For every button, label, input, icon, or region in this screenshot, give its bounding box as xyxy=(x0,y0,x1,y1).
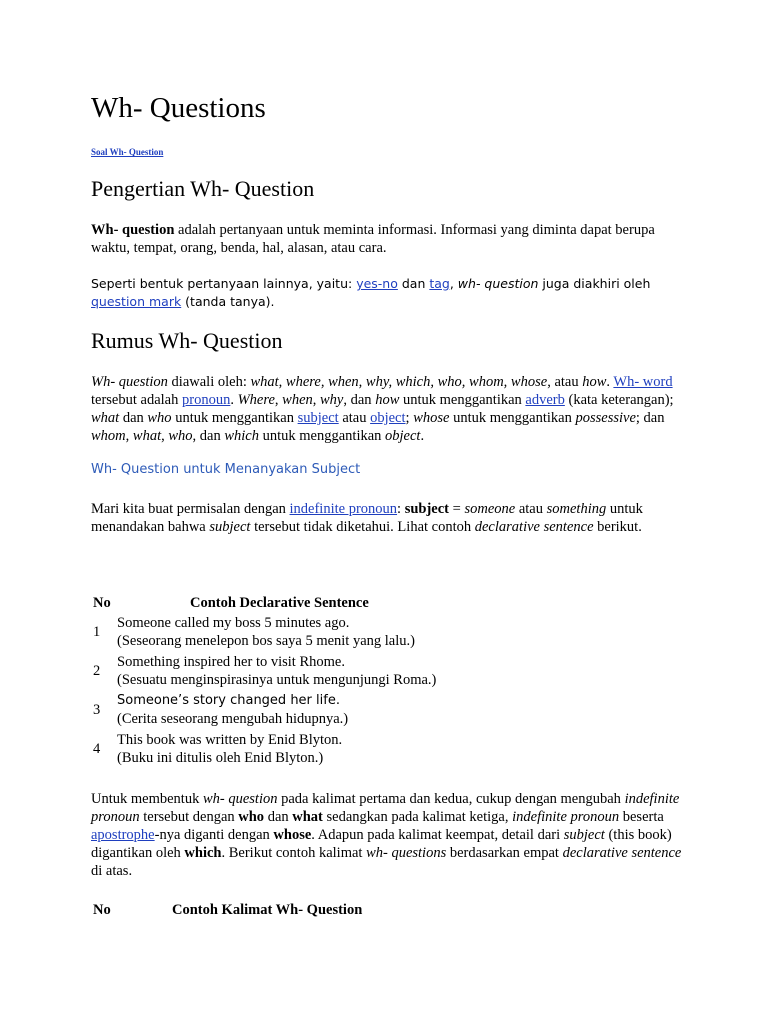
page-title: Wh- Questions xyxy=(91,92,266,124)
col-no: No xyxy=(93,901,111,918)
link-pronoun[interactable]: pronoun xyxy=(182,392,231,408)
paragraph-explanation: Untuk membentuk wh- question pada kalimat pertama dan kedua, cukup dengan mengubah indefinite pronoun tersebut dengan who dan what sedangkan pada kalimat ketiga, indefinite pronoun beserta apostrophe-nya diganti dengan whose. Adapun pada kalimat keempat, detail dari subject (this book) digantikan oleh which. Berikut contoh kalimat wh- questions berdasarkan empat declarative sentence di atas. xyxy=(91,791,682,879)
paragraph-indefinite: Mari kita buat permisalan dengan indefinite pronoun: subject = someone atau something untuk menandakan bahwa subject tersebut tidak diketahui. Lihat contoh declarative sentence berikut. xyxy=(91,501,643,535)
row-no: 2 xyxy=(93,663,101,679)
row-no: 3 xyxy=(93,702,101,718)
paragraph-rumus: Wh- question diawali oleh: what, where, when, why, which, who, whom, whose, atau how. Wh- word tersebut adalah pronoun. Where, when, why, dan how untuk menggantikan adverb (kata keterangan); what dan who untuk menggantikan subject atau object; whose untuk menggantikan possessive; dan whom, what, who, dan which untuk menggantikan object. xyxy=(91,374,674,444)
row-no: 1 xyxy=(93,624,101,640)
paragraph-definition: Wh- question adalah pertanyaan untuk meminta informasi. Informasi yang diminta dapat berupa waktu, tempat, orang, benda, hal, alasan, atau cara. xyxy=(91,222,655,256)
link-tag[interactable]: tag xyxy=(429,276,450,291)
link-indefinite-pronoun[interactable]: indefinite pronoun xyxy=(289,501,398,517)
soal-link[interactable]: Soal Wh- Question xyxy=(91,147,164,157)
col-sentence: Contoh Declarative Sentence xyxy=(190,594,369,611)
col-no: No xyxy=(93,594,111,611)
link-subject[interactable]: subject xyxy=(297,410,339,426)
col-sentence: Contoh Kalimat Wh- Question xyxy=(172,901,363,918)
term: Wh- question xyxy=(91,222,175,238)
wh-question-table xyxy=(91,899,362,921)
link-question-mark[interactable]: question mark xyxy=(91,294,182,309)
link-wh-word[interactable]: Wh- word xyxy=(613,374,673,390)
link-adverb[interactable]: adverb xyxy=(525,392,565,408)
subheading-subject: Wh- Question untuk Menanyakan Subject xyxy=(91,462,361,477)
link-yes-no[interactable]: yes-no xyxy=(356,276,398,291)
link-apostrophe[interactable]: apostrophe xyxy=(91,827,155,843)
table-row: 3 Someone’s story changed her life. (Cerita seseorang mengubah hidupnya.) xyxy=(91,692,436,731)
link-object[interactable]: object xyxy=(370,410,406,426)
paragraph-question-mark: Seperti bentuk pertanyaan lainnya, yaitu: yes-no dan tag, wh- question juga diakhiri oleh question mark (tanda tanya). xyxy=(91,276,651,309)
table-row: 4 This book was written by Enid Blyton. (Buku ini ditulis oleh Enid Blyton.) xyxy=(91,731,436,770)
declarative-table xyxy=(91,592,436,770)
heading-pengertian: Pengertian Wh- Question xyxy=(91,176,315,201)
table-row: 1 Someone called my boss 5 minutes ago. (Seseorang menelepon bos saya 5 menit yang lalu.) xyxy=(91,614,436,653)
heading-rumus: Rumus Wh- Question xyxy=(91,328,283,353)
row-no: 4 xyxy=(93,741,101,757)
table-row: 2 Something inspired her to visit Rhome. (Sesuatu menginspirasinya untuk mengunjungi Roma.) xyxy=(91,653,436,692)
